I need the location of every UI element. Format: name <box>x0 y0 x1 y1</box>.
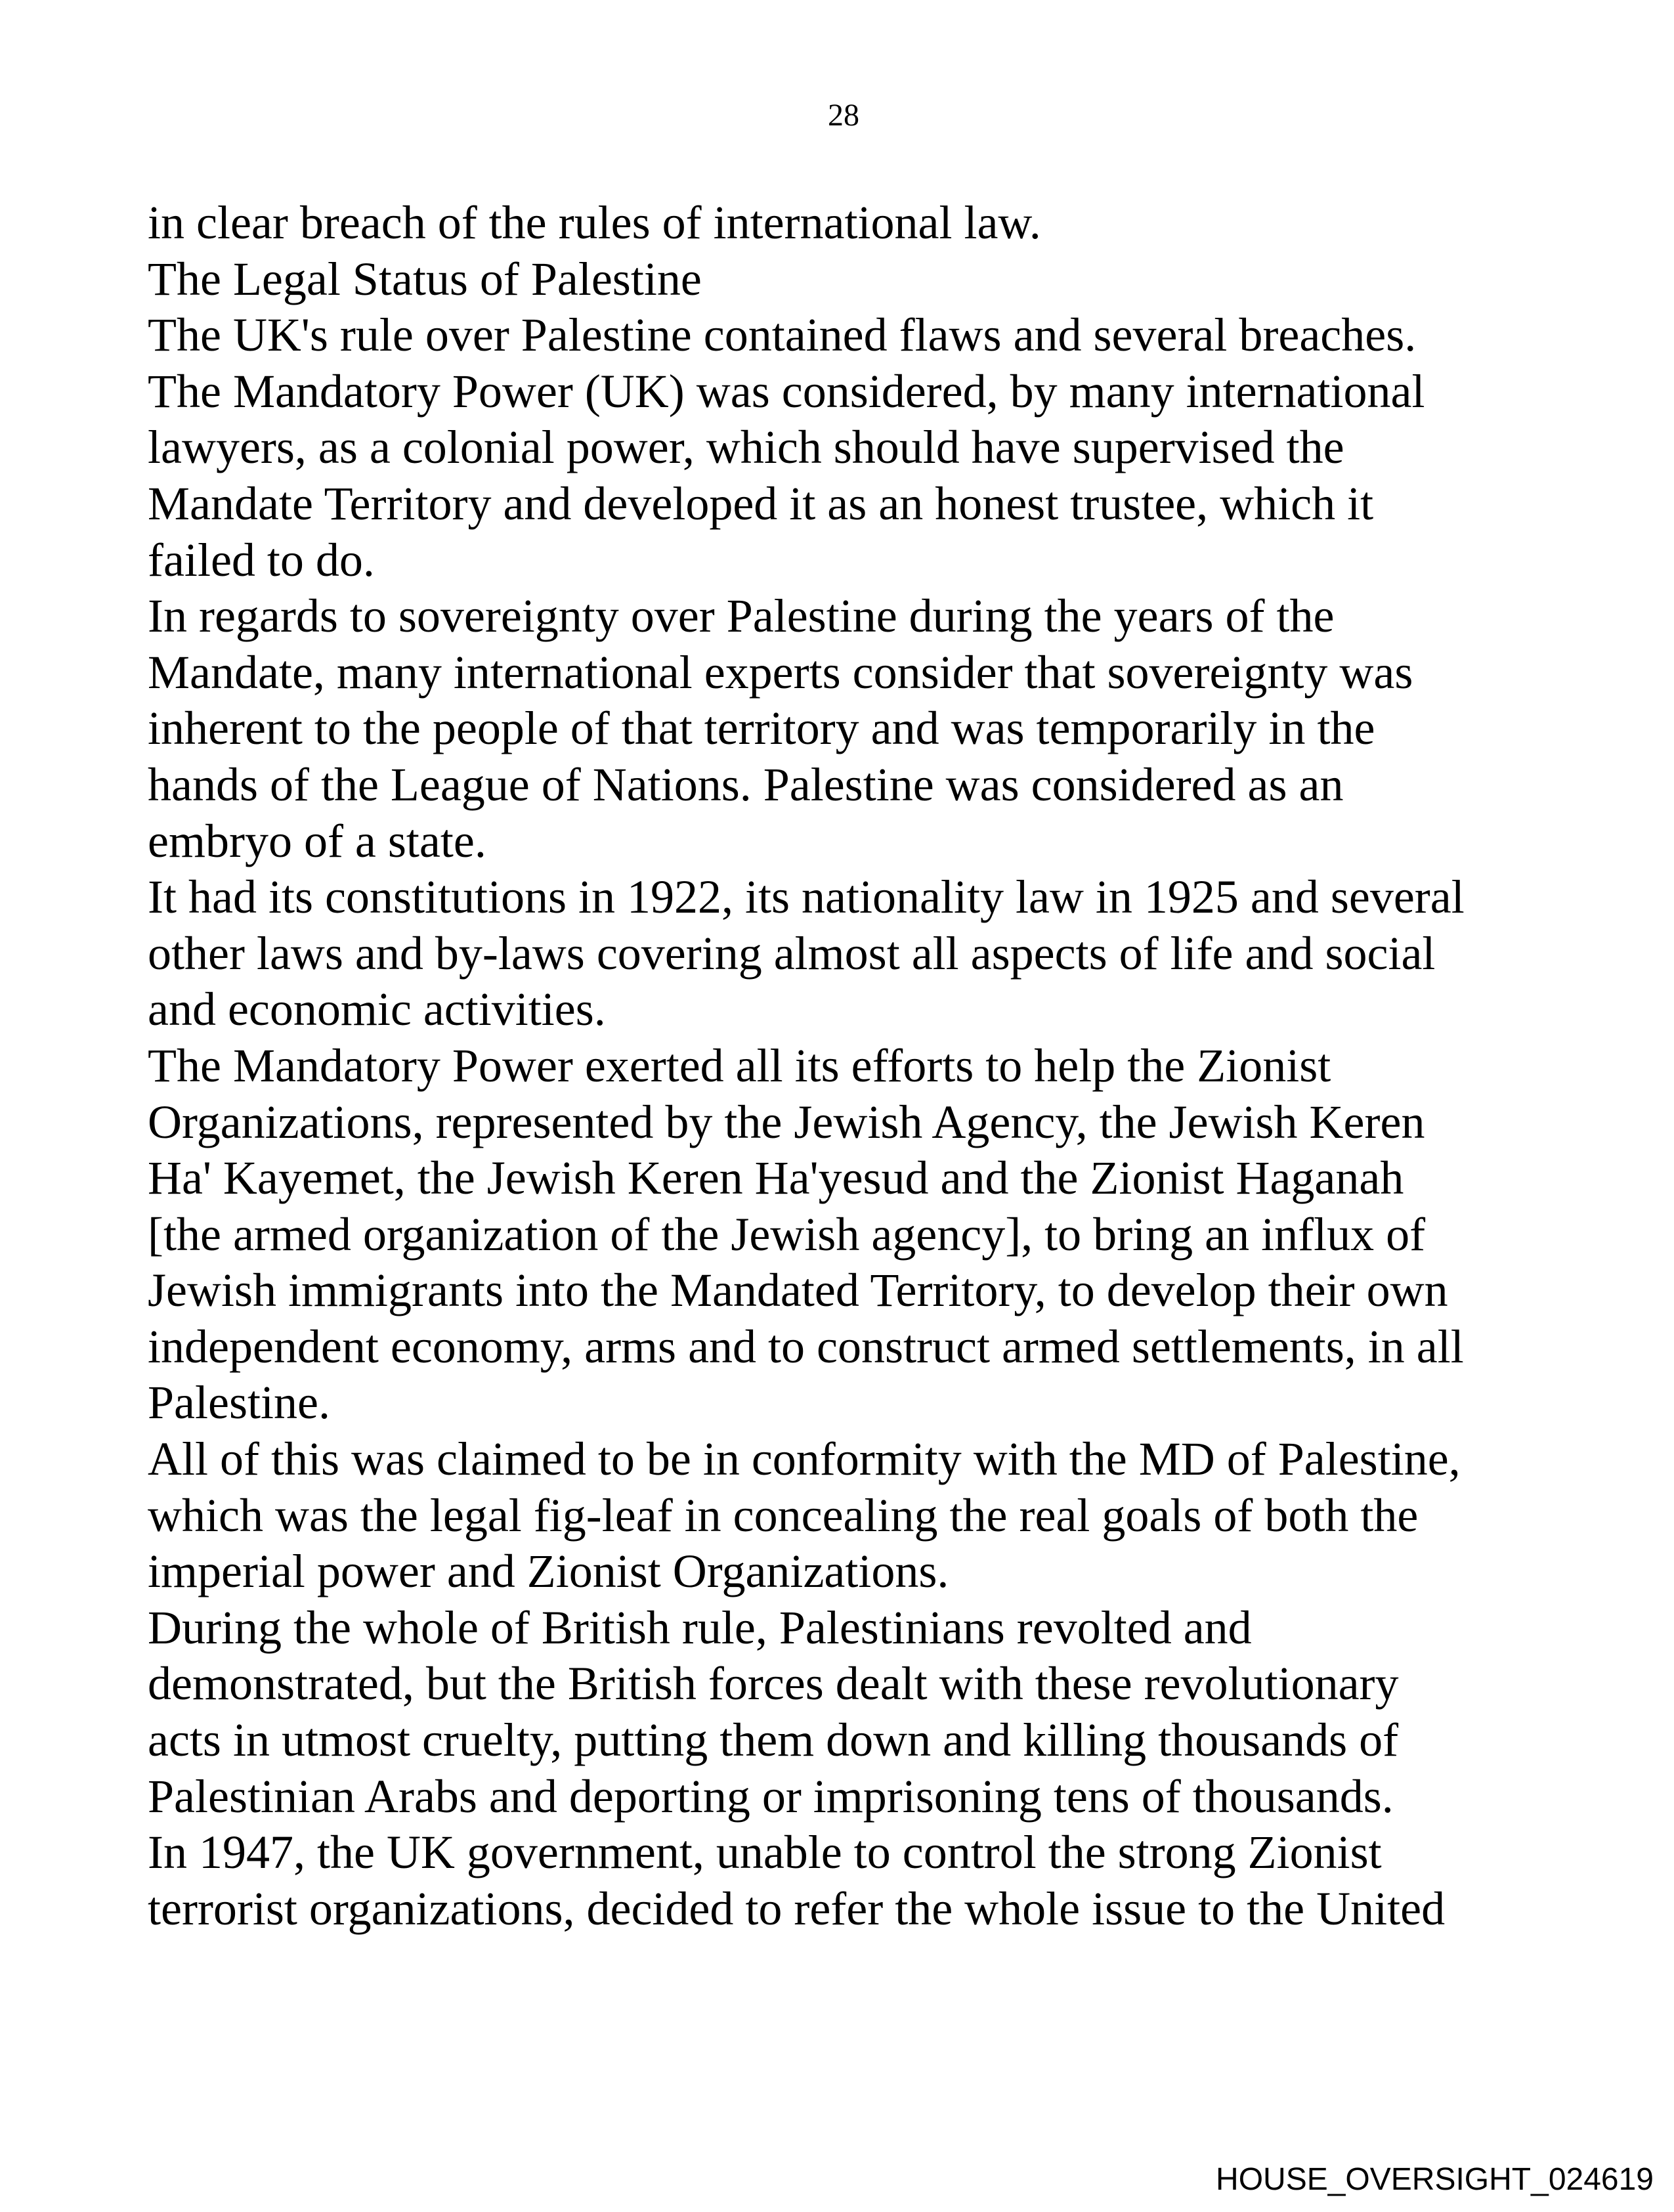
text-line: demonstrated, but the British forces dealt with these revolutionary <box>148 1657 1399 1710</box>
text-line: Palestine. <box>148 1376 330 1429</box>
text-line: independent economy, arms and to construct armed settlements, in all <box>148 1320 1464 1373</box>
text-line: lawyers, as a colonial power, which should have supervised the <box>148 421 1344 474</box>
text-line: All of this was claimed to be in conformity with the MD of Palestine, <box>148 1433 1461 1486</box>
page-number: 28 <box>828 98 859 133</box>
text-line: Ha' Kayemet, the Jewish Keren Ha'yesud and the Zionist Haganah <box>148 1152 1404 1205</box>
text-line: Mandate Territory and developed it as an honest trustee, which it <box>148 477 1374 530</box>
document-id-footer: HOUSE_OVERSIGHT_024619 <box>1216 2162 1654 2197</box>
text-line: It had its constitutions in 1922, its nationality law in 1925 and several <box>148 871 1465 924</box>
text-line: The Legal Status of Palestine <box>148 252 702 305</box>
text-line: In 1947, the UK government, unable to control the strong Zionist <box>148 1826 1382 1879</box>
text-line: The UK's rule over Palestine contained flaws and several breaches. <box>148 309 1417 362</box>
text-line: During the whole of British rule, Palestinians revolted and <box>148 1601 1252 1654</box>
text-line: and economic activities. <box>148 983 606 1036</box>
text-line: Palestinian Arabs and deporting or imprisoning tens of thousands. <box>148 1769 1394 1823</box>
text-line: imperial power and Zionist Organizations. <box>148 1545 949 1598</box>
text-line: hands of the League of Nations. Palestine was considered as an <box>148 758 1344 811</box>
text-line: In regards to sovereignty over Palestine during the years of the <box>148 590 1335 643</box>
text-line: [the armed organization of the Jewish agency], to bring an influx of <box>148 1207 1426 1261</box>
text-line: The Mandatory Power exerted all its efforts to help the Zionist <box>148 1039 1331 1092</box>
text-line: which was the legal fig-leaf in concealing the real goals of both the <box>148 1488 1419 1542</box>
text-line: The Mandatory Power (UK) was considered, by many international <box>148 364 1425 418</box>
text-line: Mandate, many international experts consider that sovereignty was <box>148 645 1413 699</box>
body-text <box>148 195 1465 1937</box>
text-line: Jewish immigrants into the Mandated Territory, to develop their own <box>148 1264 1448 1317</box>
text-line: acts in utmost cruelty, putting them down and killing thousands of <box>148 1714 1399 1767</box>
text-line: Organizations, represented by the Jewish Agency, the Jewish Keren <box>148 1095 1425 1148</box>
text-line: failed to do. <box>148 533 375 586</box>
text-line: inherent to the people of that territory and was temporarily in the <box>148 702 1375 755</box>
text-line: other laws and by-laws covering almost all aspects of life and social <box>148 926 1436 980</box>
text-line: terrorist organizations, decided to refer the whole issue to the United <box>148 1882 1446 1935</box>
text-line: in clear breach of the rules of international law. <box>148 196 1041 249</box>
text-line: embryo of a state. <box>148 814 486 867</box>
